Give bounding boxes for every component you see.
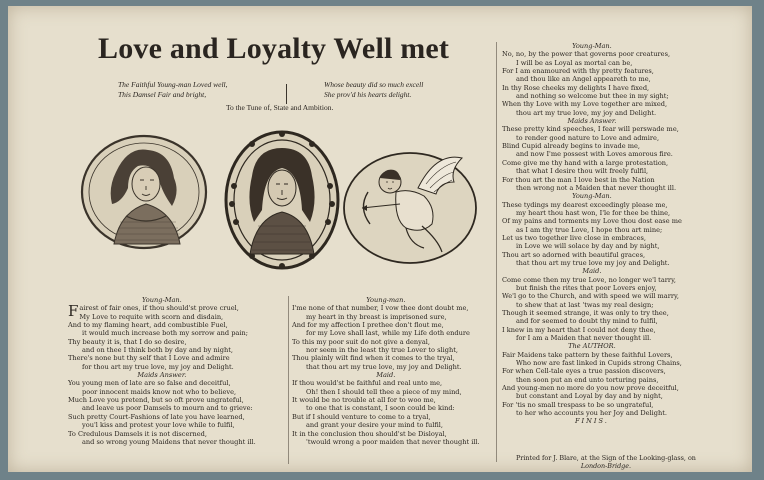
verse-line — [502, 176, 682, 184]
line-text: And young-men no more do you now prove deceitful, — [502, 384, 679, 393]
line-text: It would be no trouble at all for to woo me, — [292, 396, 436, 405]
line-text: then soon put an end unto torturing pains, — [516, 375, 659, 384]
subtitle-right-line-1: Whose beauty did so much excell — [324, 80, 424, 89]
verse-line — [502, 109, 682, 117]
verse-line — [502, 392, 682, 400]
verse-line — [502, 251, 682, 259]
subtitle-left-line-1: The Faithful Young-man Loved well, — [118, 80, 228, 89]
line-text: Thy beauty it is, that I do so desire, — [68, 337, 187, 346]
line-text: to render good nature to Love and admire, — [516, 133, 660, 142]
verse-line — [502, 100, 682, 108]
line-text: but finish the rites that poor Lovers enjoy, — [516, 283, 657, 292]
line-text: Maids Answer. — [567, 117, 617, 126]
finis-mark — [502, 417, 682, 425]
verse-line — [502, 376, 682, 384]
woodcut-gentleman-portrait — [222, 126, 342, 274]
line-text: To this my poor suit do not give a denyal, — [292, 337, 430, 346]
line-text: airest of fair ones, if thou should'st prove cruel, — [79, 304, 239, 313]
line-text: Come come then my true Love, no longer we'l tarry, — [502, 275, 677, 284]
speaker-heading — [502, 342, 682, 350]
verse-line — [502, 326, 682, 334]
line-text: Young-man. — [366, 296, 406, 304]
line-text: The AUTHOR. — [568, 342, 616, 351]
line-text: When thy Love with my Love together are mixed, — [502, 100, 668, 109]
line-text: For I am enamoured with thy pretty features, — [502, 67, 654, 76]
line-text: Maids Answer. — [137, 371, 187, 380]
verse-line — [292, 438, 480, 446]
verse-line — [502, 242, 682, 250]
line-text: There's none but thy self that I Love and admire — [68, 354, 230, 363]
line-text: that what I desire thou wilt freely fulfil, — [516, 167, 649, 176]
column-rule-bottom — [288, 296, 289, 464]
line-text: These tydings my dearest exceedingly please me, — [502, 200, 668, 209]
verse-line — [292, 329, 480, 337]
column-rule-right — [496, 42, 497, 462]
verse-line — [502, 125, 682, 133]
line-text: And to my flaming heart, add combustible Fuel, — [68, 321, 228, 330]
verse-line — [502, 409, 682, 417]
verse-line — [502, 276, 682, 284]
verse-line — [502, 234, 682, 242]
verse-line — [502, 259, 682, 267]
verse-line — [292, 321, 480, 329]
line-text: poor innocent maids know not who to believe, — [82, 387, 237, 396]
line-text: I'me none of that number, I vow thee dont doubt me, — [292, 304, 469, 313]
line-text: For when Cell-tale eyes a true passion discovers, — [502, 367, 666, 376]
line-text: to her who accounts you her Joy and Delight. — [516, 409, 667, 418]
verse-line — [502, 292, 682, 300]
verse-line — [502, 134, 682, 142]
verse-line — [68, 346, 256, 354]
verse-line — [502, 159, 682, 167]
verse-line — [292, 388, 480, 396]
line-text: In thy Rose cheeks my delights I have fixed, — [502, 83, 650, 92]
verse-line — [502, 401, 682, 409]
speaker-heading — [292, 296, 480, 304]
verse-line — [502, 150, 682, 158]
line-text: These pretty kind speeches, I fear will perswade me, — [502, 125, 679, 134]
verse-line — [502, 184, 682, 192]
verse-line — [502, 59, 682, 67]
line-text: We'l go to the Church, and with speed we will marry, — [502, 292, 679, 301]
verse-line — [502, 50, 682, 58]
drop-capital: F — [68, 302, 79, 321]
verse-line — [502, 217, 682, 225]
verse-line — [68, 379, 256, 387]
line-text: My Love to requite with scorn and disdain, — [79, 312, 224, 321]
line-text: Maid. — [582, 267, 602, 276]
imprint-line-2: London-Bridge. — [580, 462, 632, 470]
verse-line — [68, 404, 256, 412]
line-text: Though it seemed strange, it was only to try thee, — [502, 309, 669, 317]
line-text: For 'tis no small trespass to be so ungrateful, — [502, 400, 654, 409]
verse-line — [292, 354, 480, 362]
line-text: and so wrong young Maidens that never thought ill. — [82, 437, 256, 446]
line-text: Fair Maidens take pattern by these faithful Lovers, — [502, 350, 673, 359]
verse-line — [502, 92, 682, 100]
verse-line — [502, 201, 682, 209]
line-text: Such pretty Court-Fashions of late you have learned, — [68, 412, 245, 421]
line-text: it would much increase both my sorrow and pain; — [82, 329, 248, 338]
verse-line — [292, 413, 480, 421]
speaker-heading — [292, 371, 480, 379]
verse-line — [68, 321, 256, 329]
speaker-heading — [502, 42, 682, 50]
line-text: and now I'me possest with Loves amorous fire. — [516, 150, 673, 159]
line-text: Thou plainly wilt find when it comes to the tryal, — [292, 354, 455, 363]
verse-line — [292, 430, 480, 438]
verse-line — [502, 209, 682, 217]
line-text: To Credulous Damsels it is not discerned, — [68, 429, 207, 438]
line-text: No, no, by the power that governs poor creatures, — [502, 50, 671, 59]
line-text: in Love we will solace by day and by night, — [516, 242, 660, 251]
speaker-heading — [68, 371, 256, 379]
broadside-sheet — [8, 6, 752, 472]
line-text: Young-Man. — [572, 192, 612, 201]
verse-line — [502, 284, 682, 292]
verse-line — [292, 379, 480, 387]
line-text: my heart in thy breast is imprisoned sure, — [306, 312, 447, 321]
line-text: Blind Cupid already begins to invade me, — [502, 142, 641, 151]
line-text: Oh! then I should tell thee a piece of my mind, — [306, 387, 462, 396]
verse-line — [292, 396, 480, 404]
line-text: Young-Man. — [142, 296, 182, 304]
line-text: thou art my true love, my joy and Delight. — [516, 108, 657, 117]
line-text: I knew in my heart that I could not deny thee, — [502, 325, 656, 334]
line-text: and grant your desire your mind to fulfil, — [306, 421, 443, 430]
line-text: Young-Man. — [572, 42, 612, 50]
verse-column-3 — [502, 42, 682, 426]
verse-line — [68, 354, 256, 362]
imprint — [516, 454, 696, 470]
line-text: and nothing so welcome but thee in my sight; — [516, 92, 669, 101]
verse-line — [68, 329, 256, 337]
verse-line — [292, 404, 480, 412]
verse-line — [502, 301, 682, 309]
subtitle-right — [324, 80, 423, 100]
line-text: for my Love shall last, while my Life doth endure — [306, 329, 470, 338]
line-text: that thou art my true love my joy and Delight. — [516, 258, 670, 267]
subtitle-separator — [286, 84, 287, 104]
imprint-line-1: Printed for J. Blare, at the Sign of the Looking-glass, on — [516, 454, 696, 462]
line-text: Come give me thy hand with a large protestation, — [502, 158, 669, 167]
verse-line — [292, 421, 480, 429]
speaker-heading — [502, 192, 682, 200]
verse-line — [502, 334, 682, 342]
line-text: that thou art my true love, my joy and Delight. — [306, 362, 462, 371]
line-text: Thou art so adorned with beautiful graces, — [502, 250, 646, 259]
tune-line: To the Tune of, State and Ambition. — [226, 103, 334, 112]
line-text: For thou art the man I love best in the Nation — [502, 175, 655, 184]
line-text: Of my pains and torments my Love thou dost ease me — [502, 217, 682, 226]
verse-line — [292, 304, 480, 312]
line-text: to shew that at last 'twas my real design; — [516, 300, 654, 309]
line-text: my heart thou hast won, I'le for thee be thine, — [516, 208, 671, 217]
ballad-title: Love and Loyalty Well met — [98, 32, 450, 65]
verse-line — [502, 359, 682, 367]
verse-line — [68, 338, 256, 346]
verse-line — [292, 346, 480, 354]
verse-line — [502, 367, 682, 375]
line-text: Let us two together live close in embraces, — [502, 233, 646, 242]
verse-line — [502, 384, 682, 392]
verse-line — [68, 430, 256, 438]
verse-line — [68, 388, 256, 396]
verse-line — [292, 338, 480, 346]
verse-line — [68, 396, 256, 404]
line-text: And for my affection I prethee don't flout me, — [292, 321, 444, 330]
line-text: FINIS. — [574, 417, 609, 426]
line-text: as I am thy true Love, I hope thou art mine; — [516, 225, 663, 234]
line-text: but constant and Loyal by day and by night, — [516, 392, 663, 401]
line-text: nor seem in the least thy true Lover to slight, — [306, 346, 458, 355]
verse-line — [502, 67, 682, 75]
verse-line — [502, 84, 682, 92]
line-text: to one that is constant, I soon could be kind: — [306, 404, 455, 413]
woodcut-cupid — [340, 148, 480, 266]
verse-column-2 — [292, 296, 480, 446]
line-text: 'twould wrong a poor maiden that never thought ill. — [306, 437, 480, 446]
line-text: But if I should venture to come to a tryal, — [292, 412, 431, 421]
line-text: I will be as Loyal as mortal can be, — [516, 58, 633, 67]
line-text: It in the conclusion thou should'st be Disloyal, — [292, 429, 447, 438]
line-text: and for seemed to doubt thy mind to fulfil, — [516, 317, 658, 326]
woodcut-lady-portrait — [76, 132, 212, 252]
subtitle-right-line-2: She prov'd his hearts delight. — [324, 90, 412, 99]
verse-line — [68, 421, 256, 429]
verse-column-1 — [68, 296, 256, 446]
speaker-heading — [502, 267, 682, 275]
verse-line — [502, 142, 682, 150]
speaker-heading — [502, 117, 682, 125]
line-text: Maid. — [376, 371, 396, 380]
line-text: Much Love you pretend, but so oft prove ungrateful, — [68, 396, 244, 405]
verse-line — [502, 351, 682, 359]
line-text: then wrong not a Maiden that never thought ill. — [516, 183, 677, 192]
verse-line — [292, 363, 480, 371]
subtitle-left — [118, 80, 228, 100]
line-text: If thou would'st be faithful and real unto me, — [292, 379, 443, 388]
subtitle-left-line-2: This Damsel Fair and bright, — [118, 90, 207, 99]
line-text: You young men of late are so false and deceitful, — [68, 379, 231, 388]
line-text: you'l kiss and protest your love while to fulfil, — [82, 421, 235, 430]
verse-line — [68, 363, 256, 371]
line-text: and thou like an Angel appeareth to me, — [516, 75, 651, 84]
verse-line — [502, 309, 682, 317]
verse-line — [292, 313, 480, 321]
line-text: and on thee I think both by day and by night, — [82, 346, 233, 355]
verse-line — [68, 438, 256, 446]
verse-line — [502, 317, 682, 325]
line-text: for thou art my true love, my joy and Delight. — [82, 362, 234, 371]
verse-line — [68, 413, 256, 421]
line-text: and leave us poor Damsels to mourn and to grieve: — [82, 404, 253, 413]
verse-line — [502, 75, 682, 83]
verse-line — [502, 226, 682, 234]
line-text: Who now are fast linked in Cupids strong Chains, — [516, 359, 682, 368]
line-text: for I am a Maiden that never thought ill. — [516, 334, 652, 343]
verse-line — [68, 313, 256, 321]
verse-line — [502, 167, 682, 175]
